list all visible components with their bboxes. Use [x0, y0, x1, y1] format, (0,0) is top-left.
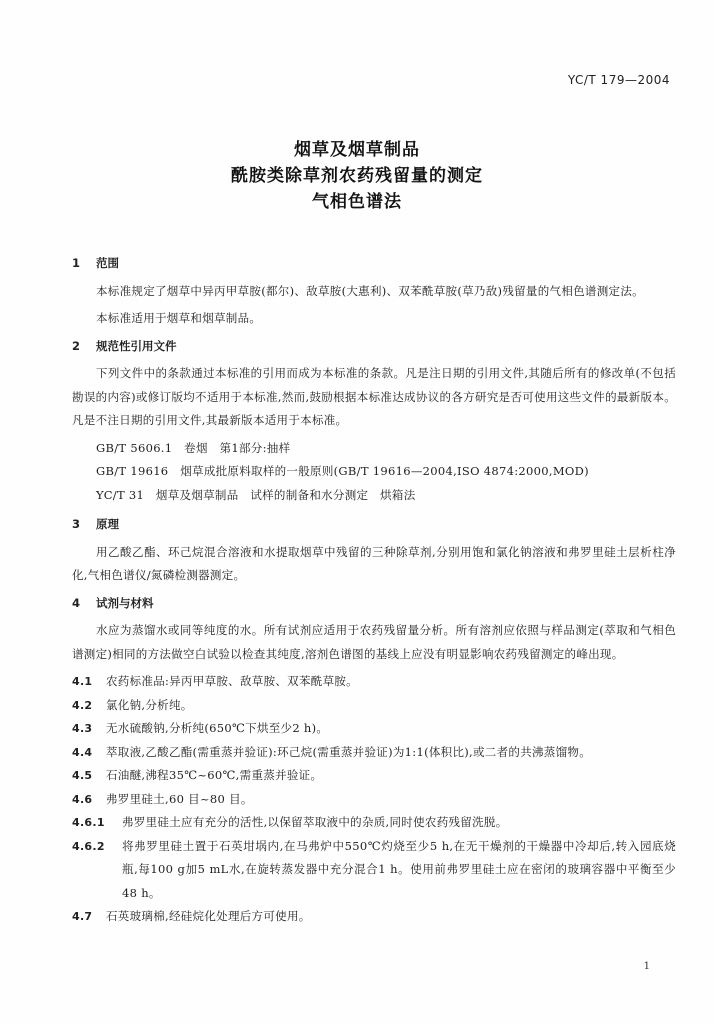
page-number: 1	[643, 961, 650, 972]
reference-item: GB/T 19616 烟草成批原料取样的一般原则(GB/T 19616—2004,ISO 4874:2000,MOD)	[96, 464, 589, 478]
paragraph: 本标准规定了烟草中异丙甲草胺(都尔)、敌草胺(大惠利)、双苯酰草胺(草乃敌)残留量的气相色谱测定法。	[96, 283, 644, 298]
reference-item: YC/T 31 烟草及烟草制品 试样的制备和水分测定 烘箱法	[96, 487, 416, 502]
item-text: 萃取液,乙酸乙酯(需重蒸并验证):环己烷(需重蒸并验证)为1:1(体积比),或二者的共沸蒸馏物。	[106, 744, 592, 759]
item-number: 4.1	[72, 675, 93, 688]
list-item	[72, 670, 676, 694]
title-line-3: 气相色谱法	[312, 192, 402, 212]
section-heading-principle	[72, 513, 676, 537]
section-heading-scope	[72, 252, 676, 276]
item-text: 石英玻璃棉,经硅烷化处理后方可使用。	[106, 909, 311, 923]
title-line-2: 酰胺类除草剂农药残留量的测定	[231, 166, 483, 186]
section-heading-reagents	[72, 592, 676, 616]
section-number: 4	[72, 595, 81, 610]
item-text: 石油醚,沸程35℃~60℃,需重蒸并验证。	[106, 768, 323, 782]
list-item	[72, 741, 676, 765]
section-title: 范围	[96, 256, 119, 270]
item-number: 4.6.1	[72, 816, 105, 829]
item-number: 4.7	[72, 910, 93, 923]
item-text: 弗罗里硅土,60 目~80 目。	[106, 791, 253, 806]
reference-item: GB/T 5606.1 卷烟 第1部分:抽样	[96, 440, 291, 455]
item-text: 将弗罗里硅土置于石英坩埚内,在马弗炉中550℃灼烧至少5 h,在无干燥剂的干燥器中冷却后,转入园底烧瓶,每100 g加5 mL水,在旋转蒸发器中充分混合1 h。使用前弗罗里硅土应在密闭的玻璃容器中平衡至少48 h。	[122, 838, 676, 900]
paragraph: 本标准适用于烟草和烟草制品。	[96, 311, 262, 325]
section-heading-normative-references	[72, 335, 676, 359]
item-text: 无水硫酸钠,分析纯(650℃下烘至少2 h)。	[106, 721, 329, 735]
list-item	[72, 694, 676, 718]
item-number: 4.6	[72, 792, 93, 806]
list-item	[72, 905, 676, 929]
paragraph: 下列文件中的条款通过本标准的引用而成为本标准的条款。凡是注日期的引用文件,其随后所有的修改单(不包括勘误的内容)或修订版均不适用于本标准,然而,鼓励根据本标准达成协议的各方研究是否可使用这些文件的最新版本。凡是不注日期的引用文件,其最新版本适用于本标准。	[72, 366, 676, 427]
document-title	[0, 137, 714, 215]
section-number: 1	[72, 256, 81, 270]
item-number: 4.6.2	[72, 839, 105, 853]
section-title: 原理	[96, 517, 119, 531]
list-item	[72, 811, 676, 835]
section-title: 规范性引用文件	[96, 338, 177, 353]
document-body	[72, 252, 676, 929]
item-number: 4.5	[72, 769, 93, 782]
title-line-1: 烟草及烟草制品	[294, 140, 420, 160]
item-number: 4.3	[72, 722, 93, 735]
item-text: 氯化钠,分析纯。	[106, 697, 193, 712]
list-item	[72, 788, 676, 812]
list-item	[72, 835, 676, 906]
section-number: 3	[72, 517, 81, 531]
list-item	[72, 764, 676, 788]
item-number: 4.2	[72, 698, 93, 712]
item-text: 弗罗里硅土应有充分的活性,以保留萃取液中的杂质,同时使农药残留洗脱。	[122, 815, 508, 829]
paragraph: 水应为蒸馏水或同等纯度的水。所有试剂应适用于农药残留量分析。所有溶剂应依照与样品测定(萃取和气相色谱测定)相同的方法做空白试验以检查其纯度,溶剂色谱图的基线上应没有明显影响农药残留测定的峰出现。	[72, 623, 676, 661]
item-text: 农药标准品:异丙甲草胺、敌草胺、双苯酰草胺。	[106, 674, 358, 688]
standard-code: YC/T 179—2004	[567, 73, 670, 87]
item-number: 4.4	[72, 745, 93, 759]
section-title: 试剂与材料	[96, 595, 154, 610]
section-number: 2	[72, 338, 81, 353]
list-item	[72, 717, 676, 741]
paragraph: 用乙酸乙酯、环己烷混合溶液和水提取烟草中残留的三种除草剂,分别用饱和氯化钠溶液和弗罗里硅土层析柱净化,气相色谱仪/氮磷检测器测定。	[72, 544, 676, 582]
